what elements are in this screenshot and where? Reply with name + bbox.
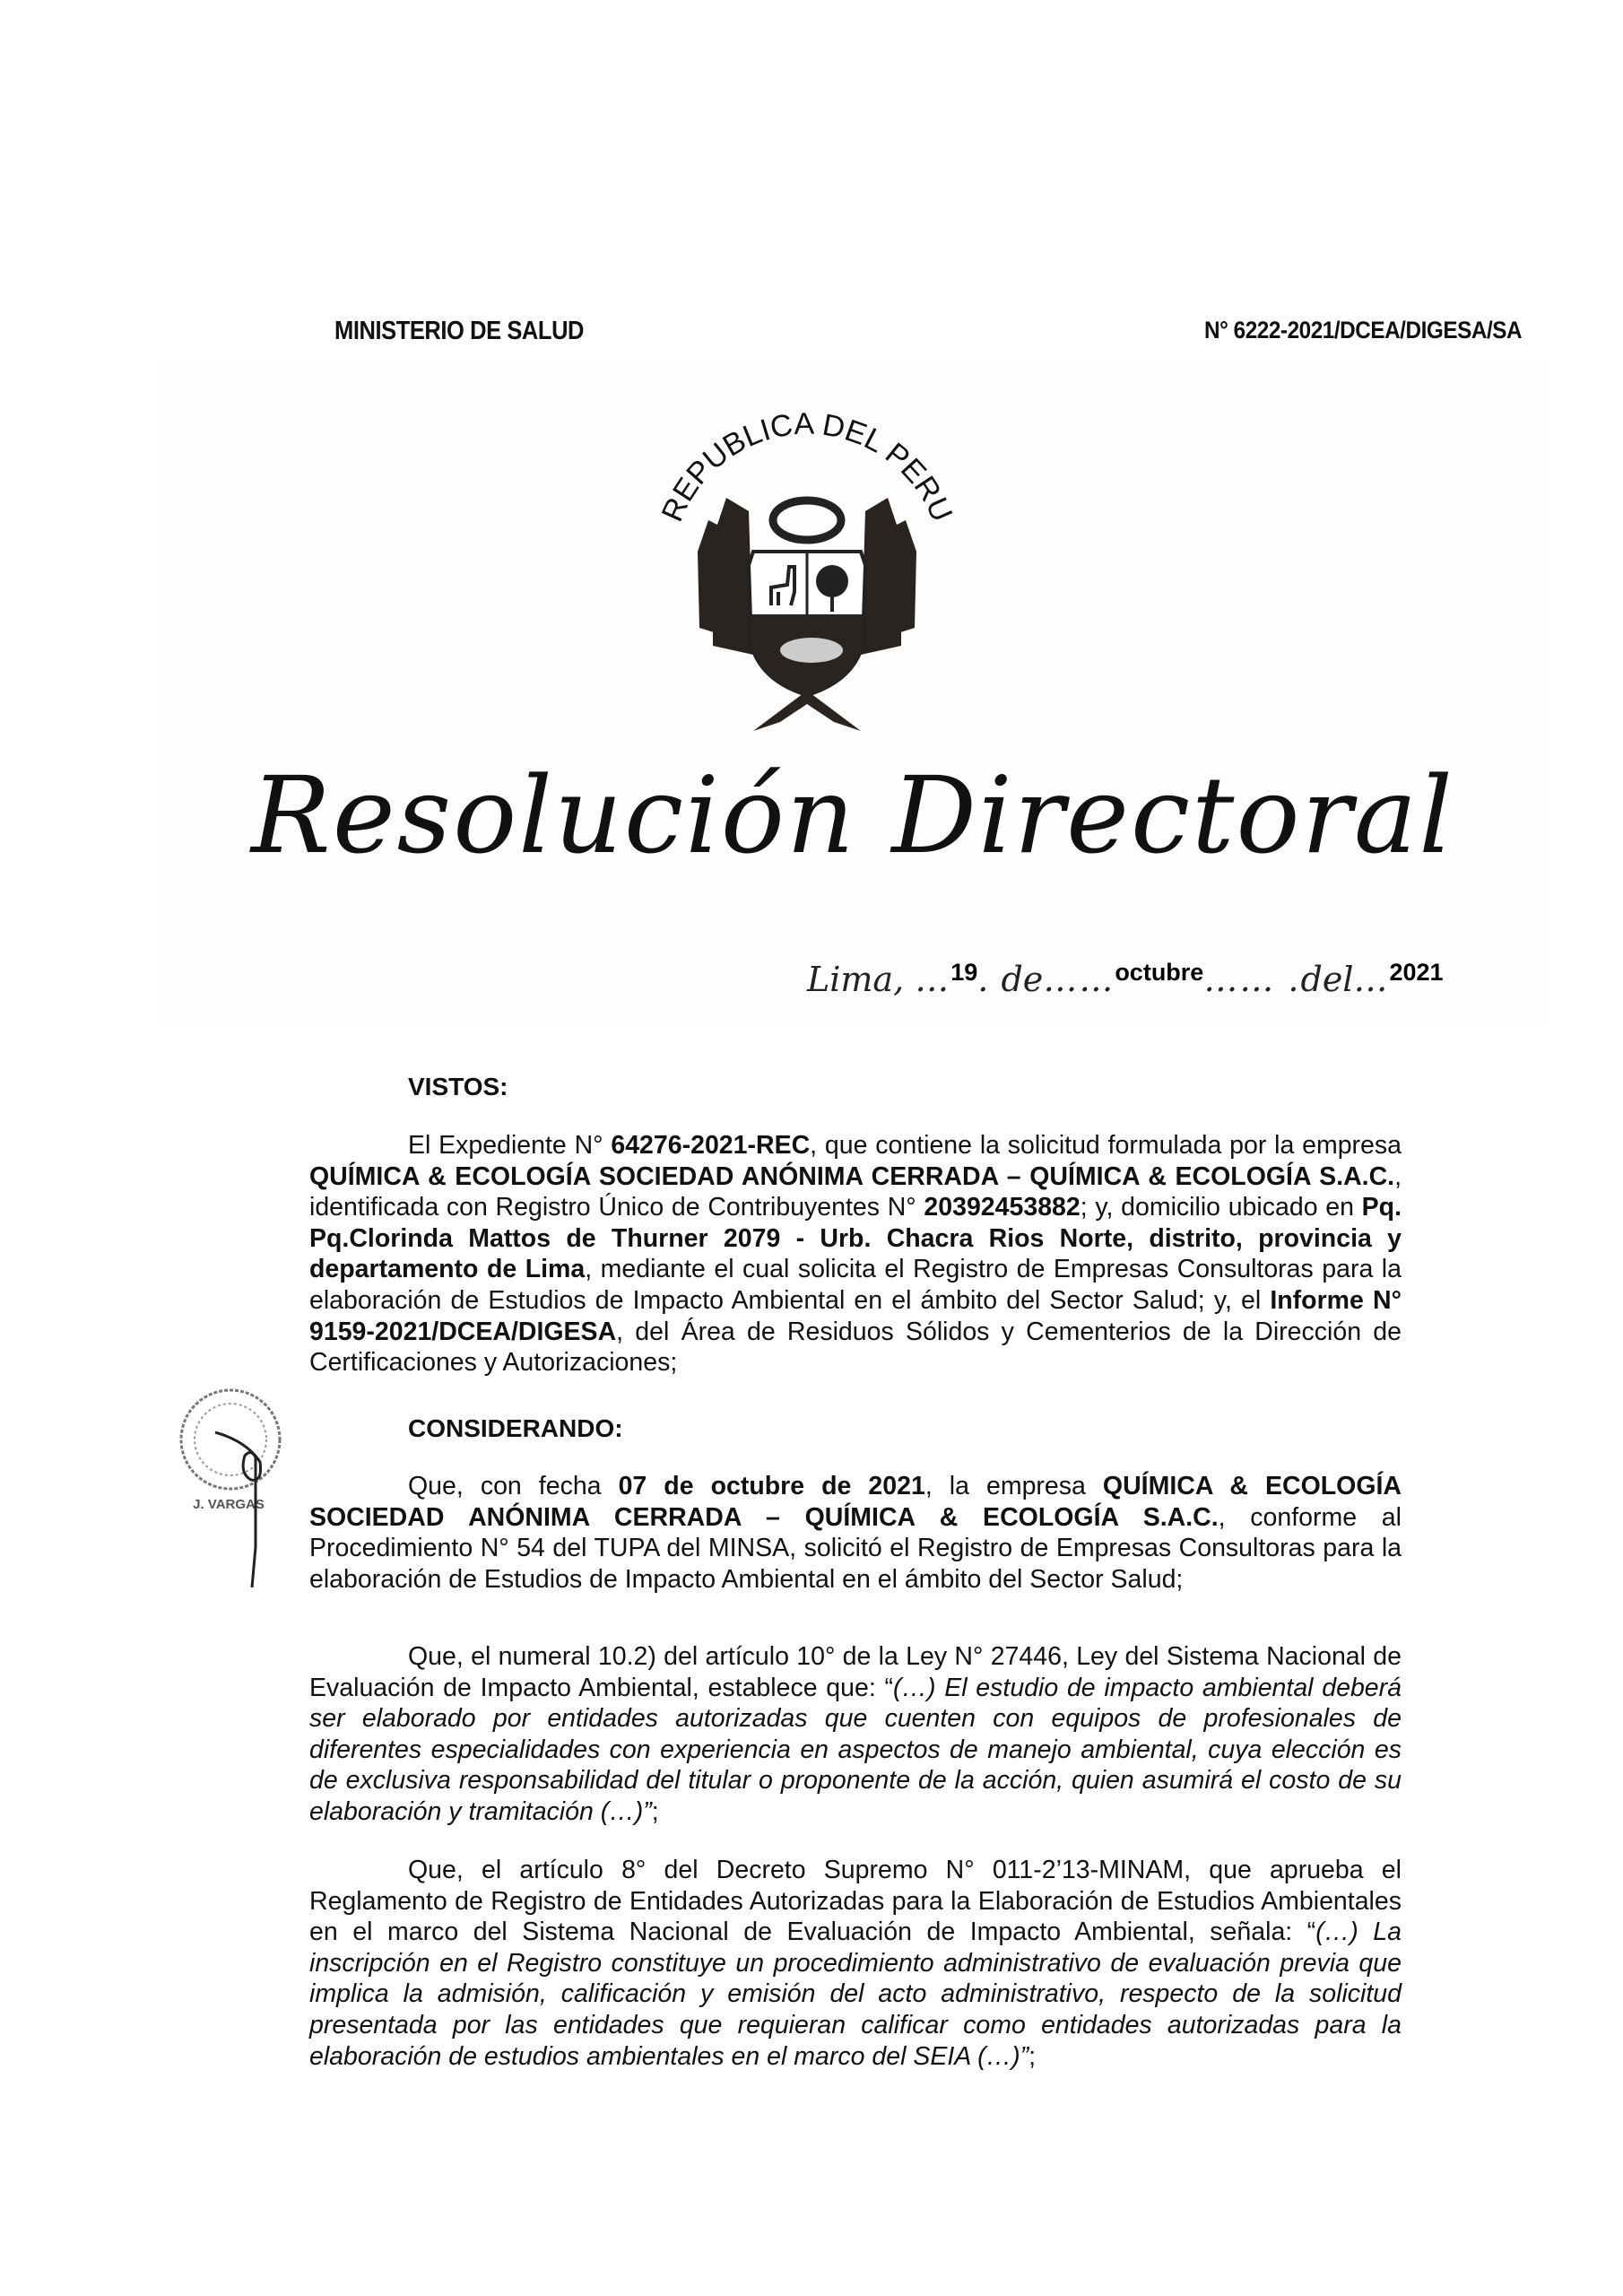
text-segment: Que, el artículo 8° del Decreto Supremo N° 011-2’13-MINAM, que aprueba el Reglamento de Registro de Entidades Autorizadas para la Elaboración de Estudios Ambientales en el marco del Sistema Nacional de Evaluación de Impacto Ambiental, señala: “ (309, 1856, 1402, 1947)
wreath-icon (773, 500, 841, 540)
vistos-heading: VISTOS: (408, 1073, 508, 1100)
considerando-p1 (309, 1471, 1402, 1595)
considerando-paragraph (309, 1471, 1402, 1595)
quoted-text: (…) La inscripción en el Registro constituye un procedimiento administrativo de evaluación previa que implica la admisión, calificación y emisión del acto administrativo, respecto de la solicitud presentada por las entidades que requieran calificar como entidades autorizadas para la elaboración de estudios ambientales en el marco del SEIA (…)” (309, 1918, 1402, 2071)
seal-name: J. VARGAS (193, 1497, 265, 1512)
text-segment: ; (1028, 2041, 1037, 2071)
vistos-section (309, 1130, 1402, 1378)
ribbon-icon (753, 691, 861, 731)
text-segment: Que, el numeral 10.2) del artículo 10° de la Ley N° 27446, Ley del Sistema Nacional de Evaluación de Impacto Ambiental, establece que: “ (309, 1642, 1402, 1702)
vistos-paragraph (309, 1130, 1402, 1378)
considerando-heading: CONSIDERANDO: (408, 1414, 623, 1442)
date-day: 19 (950, 959, 978, 986)
official-seal-icon (166, 1386, 300, 1601)
text-segment: ; (651, 1796, 659, 1826)
de-label: de (1001, 960, 1044, 999)
text-segment: Que, con fecha (408, 1472, 619, 1500)
considerando-p2 (309, 1641, 1402, 1828)
bold-text: Pq. Pq.Clorinda Mattos de Thurner 2079 - Urb. Chacra Rios Norte, distrito, provincia y departamento de Lima (309, 1193, 1402, 1284)
text-segment: El Expediente N° (408, 1131, 612, 1160)
bold-text: QUÍMICA & ECOLOGÍA SOCIEDAD ANÓNIMA CERRADA – QUÍMICA & ECOLOGÍA S.A.C. (309, 1472, 1402, 1532)
text-segment: , del Área de Residuos Sólidos y Cementerios de la Dirección de Certificaciones y Autorizaciones; (309, 1317, 1402, 1378)
text-segment: , que contiene la solicitud formulada por la empresa (810, 1131, 1402, 1160)
resolution-number: N° 6222-2021/DCEA/DIGESA/SA (1204, 317, 1523, 344)
considerando-paragraph (309, 1855, 1402, 2072)
bold-text: 20392453882 (924, 1193, 1081, 1222)
bold-text: Informe N° 9159-2021/DCEA/DIGESA (309, 1285, 1402, 1346)
text-segment: ; y, domicilio ubicado en (1080, 1193, 1362, 1222)
text-segment: , mediante el cual solicita el Registro de Empresas Consultoras para la elaboración de Estudios de Impacto Ambiental en el ámbito del Sector Salud; y, el (309, 1255, 1402, 1315)
date-year: 2021 (1389, 959, 1444, 986)
city-label: Lima, (807, 960, 905, 999)
date-month: octubre (1115, 959, 1204, 986)
quoted-text: (…) El estudio de impacto ambiental deberá ser elaborado por entidades autorizadas que cuenten con equipos de profesionales de diferentes especialidades con experiencia en aspectos de manejo ambiental, cuya elección es de exclusiva responsabilidad del titular o proponente de la acción, quien asumirá el costo de su elaboración y tramitación (…)” (309, 1673, 1402, 1826)
text-segment: , identificada con Registro Único de Contribuyentes N° (309, 1161, 1402, 1222)
bold-text: QUÍMICA & ECOLOGÍA SOCIEDAD ANÓNIMA CERRADA – QUÍMICA & ECOLOGÍA S.A.C. (309, 1161, 1395, 1191)
considerando-p3 (309, 1855, 1402, 2072)
crest-arc-text: REPUBLICA DEL PERU (655, 406, 959, 527)
bold-text: 07 de octubre de 2021 (618, 1472, 925, 1500)
text-segment: , la empresa (924, 1472, 1103, 1500)
shield-icon (749, 552, 865, 695)
coat-of-arms-icon (628, 377, 986, 735)
text-segment: , conforme al Procedimiento N° 54 del TUPA del MINSA, solicitó el Registro de Empresas Consultoras para la elaboración de Estudios de Impacto Ambiental en el ámbito del Sector Salud; (309, 1502, 1402, 1594)
del-label: del (1300, 960, 1354, 999)
date-line: Lima, …$^{19}$. de……$^{octubre}$…… .del…$^{2021}$ (807, 959, 1444, 999)
ministry-name: MINISTERIO DE SALUD (334, 317, 585, 345)
document-title: Resolución Directoral (251, 753, 1455, 877)
bold-text: 64276-2021-REC (611, 1131, 811, 1160)
considerando-paragraph (309, 1641, 1402, 1828)
